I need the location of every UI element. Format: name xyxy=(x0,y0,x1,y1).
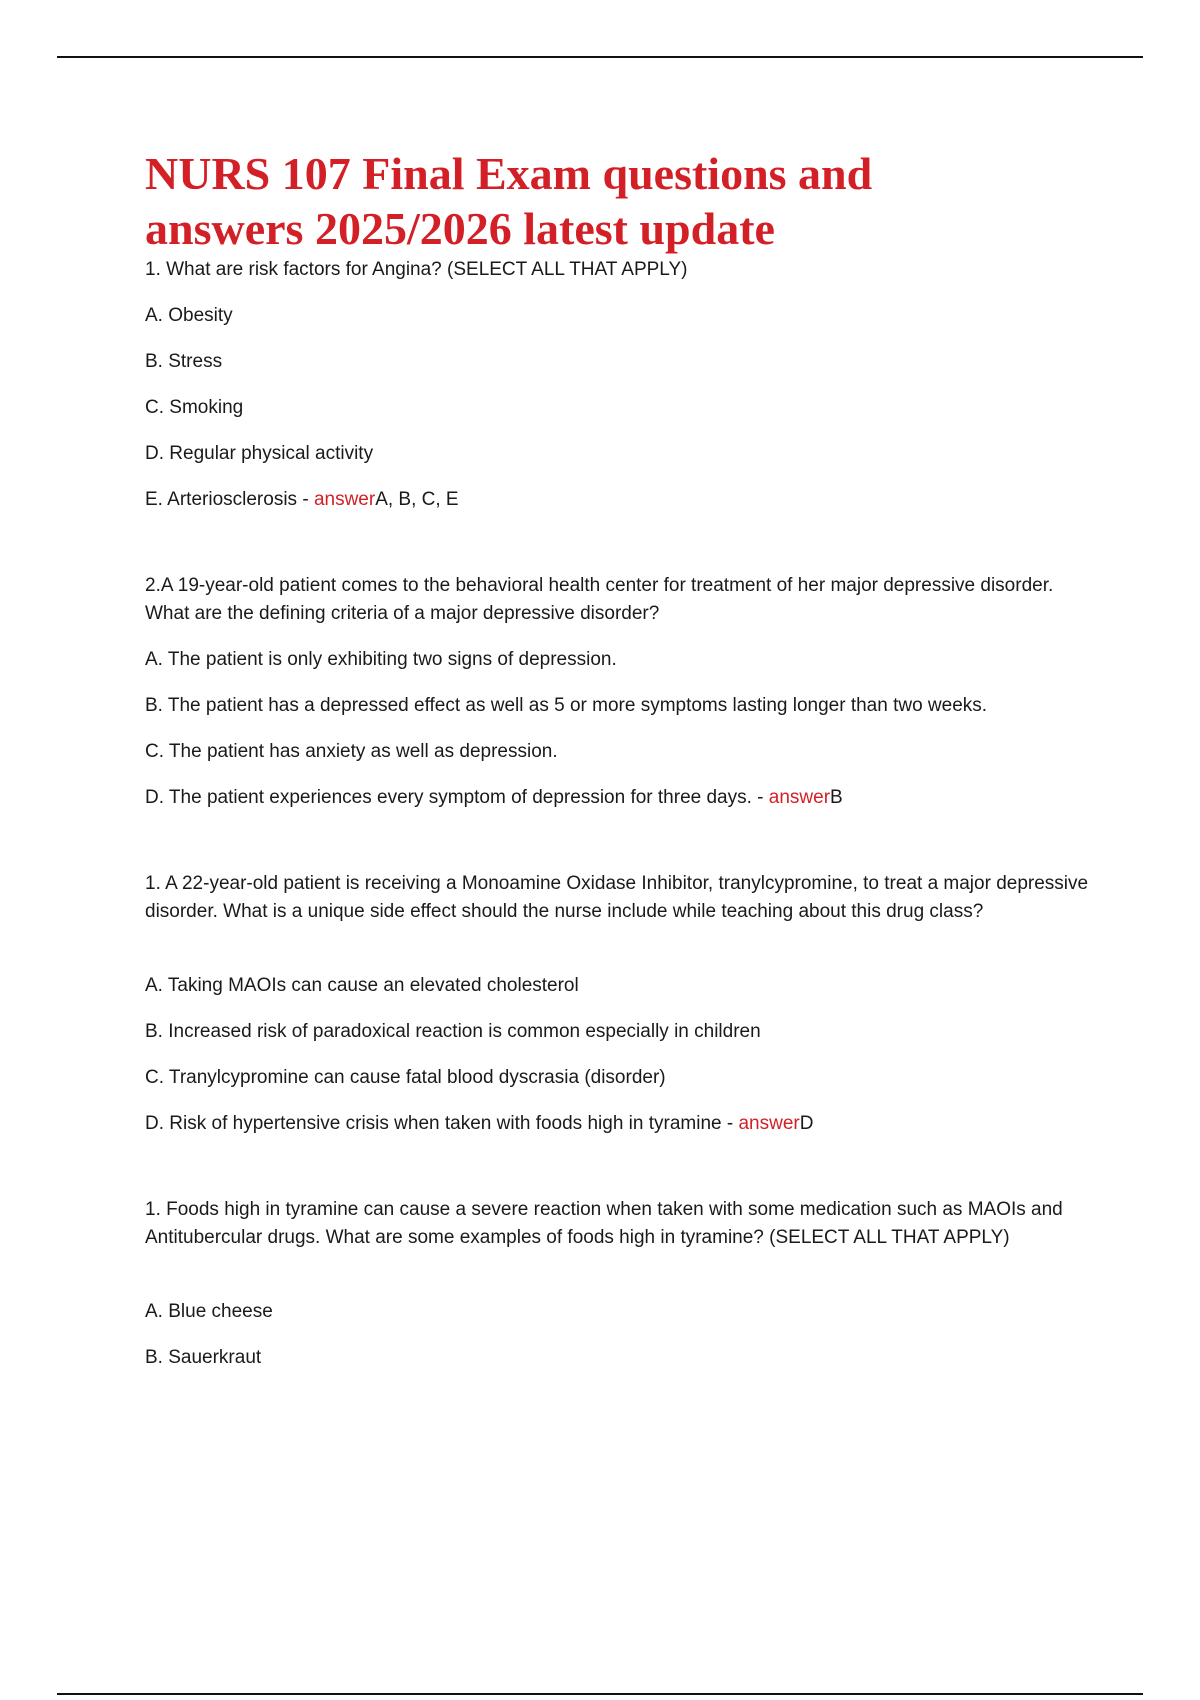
option-c: C. The patient has anxiety as well as depression. xyxy=(145,741,558,762)
question-block xyxy=(145,870,1095,1138)
option-c: C. Tranylcypromine can cause fatal blood dyscrasia (disorder) xyxy=(145,1067,666,1088)
question-block xyxy=(145,1196,1095,1372)
document-body xyxy=(145,146,1095,1372)
option-b: B. Increased risk of paradoxical reaction is common especially in children xyxy=(145,1021,761,1042)
option-a: A. Taking MAOIs can cause an elevated cholesterol xyxy=(145,975,579,996)
option-a: A. Blue cheese xyxy=(145,1301,273,1322)
question-block xyxy=(145,256,1095,514)
option-d-with-answer xyxy=(145,1110,1095,1138)
question-text: 1. A 22-year-old patient is receiving a Monoamine Oxidase Inhibitor, tranylcypromine, to treat a major depressive disorder. What is a unique side effect should the nurse include while teaching about this drug class? xyxy=(145,873,1089,922)
answer-label: answer xyxy=(313,489,376,510)
title-line-1: NURS 107 Final Exam questions and xyxy=(145,148,873,199)
option-a: A. The patient is only exhibiting two signs of depression. xyxy=(145,649,617,670)
option-b: B. Sauerkraut xyxy=(145,1347,262,1368)
question-text: 2.A 19-year-old patient comes to the behavioral health center for treatment of her major depressive disorder. What are the defining criteria of a major depressive disorder? xyxy=(145,575,1054,624)
option-d-with-answer xyxy=(145,784,1095,812)
option-c: C. Smoking xyxy=(145,397,244,418)
option-e-with-answer xyxy=(145,486,1095,514)
question-block xyxy=(145,572,1095,812)
answer-value: A, B, C, E xyxy=(375,489,459,510)
answer-label: answer xyxy=(768,787,831,808)
option-a: A. Obesity xyxy=(145,305,233,326)
top-rule xyxy=(57,56,1143,58)
option-b: B. The patient has a depressed effect as well as 5 or more symptoms lasting longer than two weeks. xyxy=(145,695,988,716)
answer-value: D xyxy=(799,1113,814,1134)
option-d: D. Regular physical activity xyxy=(145,443,374,464)
option-d: D. Risk of hypertensive crisis when taken with foods high in tyramine - xyxy=(145,1113,739,1134)
bottom-rule xyxy=(57,1693,1143,1695)
question-text: 1. Foods high in tyramine can cause a severe reaction when taken with some medication such as MAOIs and Antitubercular drugs. What are some examples of foods high in tyramine? (SELECT ALL THAT APPLY) xyxy=(145,1199,1063,1248)
answer-label: answer xyxy=(738,1113,800,1134)
question-text: 1. What are risk factors for Angina? (SELECT ALL THAT APPLY) xyxy=(145,259,688,280)
option-d: D. The patient experiences every symptom of depression for three days. - xyxy=(145,787,769,808)
option-b: B. Stress xyxy=(145,351,223,372)
option-e: E. Arteriosclerosis - xyxy=(145,489,314,510)
title-line-2: answers 2025/2026 latest update xyxy=(145,203,775,254)
document-title xyxy=(145,146,1095,256)
answer-value: B xyxy=(830,787,843,808)
